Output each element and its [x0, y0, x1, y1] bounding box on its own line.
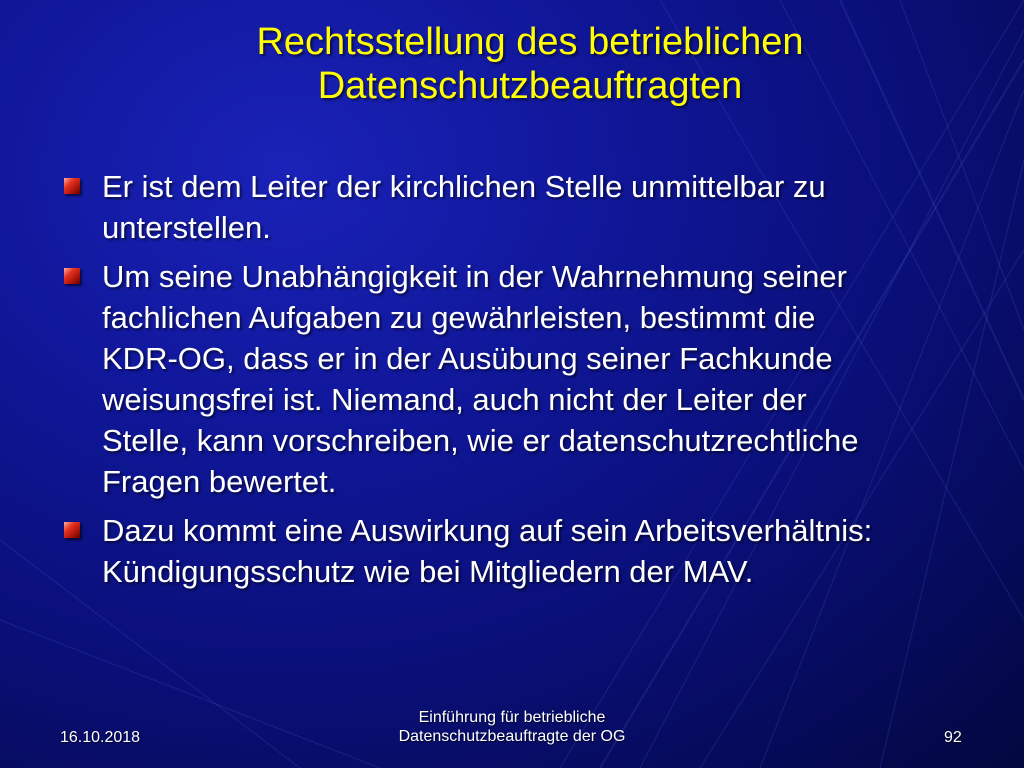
slide-title: [0, 20, 1024, 108]
bullet-line: Dazu kommt eine Auswirkung auf sein Arbeitsverhältnis:: [102, 513, 873, 548]
bullet-line: Um seine Unabhängigkeit in der Wahrnehmung seiner: [102, 259, 847, 294]
square-bullet-icon: [64, 268, 80, 284]
slide-number: 92: [944, 729, 962, 746]
bullet-line: Stelle, kann vorschreiben, wie er datenschutzrechtliche: [102, 423, 859, 458]
bullet-item-reporting-line: [64, 166, 964, 248]
bullet-line: Er ist dem Leiter der kirchlichen Stelle unmittelbar zu: [102, 169, 826, 204]
bullet-list: [64, 166, 964, 600]
slide-title-line-2: Datenschutzbeauftragten: [317, 65, 743, 107]
bullet-line: fachlichen Aufgaben zu gewährleisten, bestimmt die: [102, 300, 816, 335]
bullet-item-dismissal-protection: [64, 510, 964, 592]
bullet-line: Fragen bewertet.: [102, 464, 337, 499]
footer-presentation-title: [362, 708, 662, 746]
square-bullet-icon: [64, 178, 80, 194]
bullet-line: unterstellen.: [102, 210, 271, 245]
bullet-item-independence: [64, 256, 964, 502]
bullet-line: weisungsfrei ist. Niemand, auch nicht der Leiter der: [102, 382, 807, 417]
footer-title-line-1: Einführung für betriebliche: [418, 709, 606, 726]
footer-title-line-2: Datenschutzbeauftragte der OG: [398, 728, 626, 745]
square-bullet-icon: [64, 522, 80, 538]
slide-title-line-1: Rechtsstellung des betrieblichen: [256, 21, 804, 63]
footer-date: 16.10.2018: [60, 729, 141, 746]
bullet-line: Kündigungsschutz wie bei Mitgliedern der MAV.: [102, 554, 754, 589]
bullet-line: KDR-OG, dass er in der Ausübung seiner Fachkunde: [102, 341, 833, 376]
